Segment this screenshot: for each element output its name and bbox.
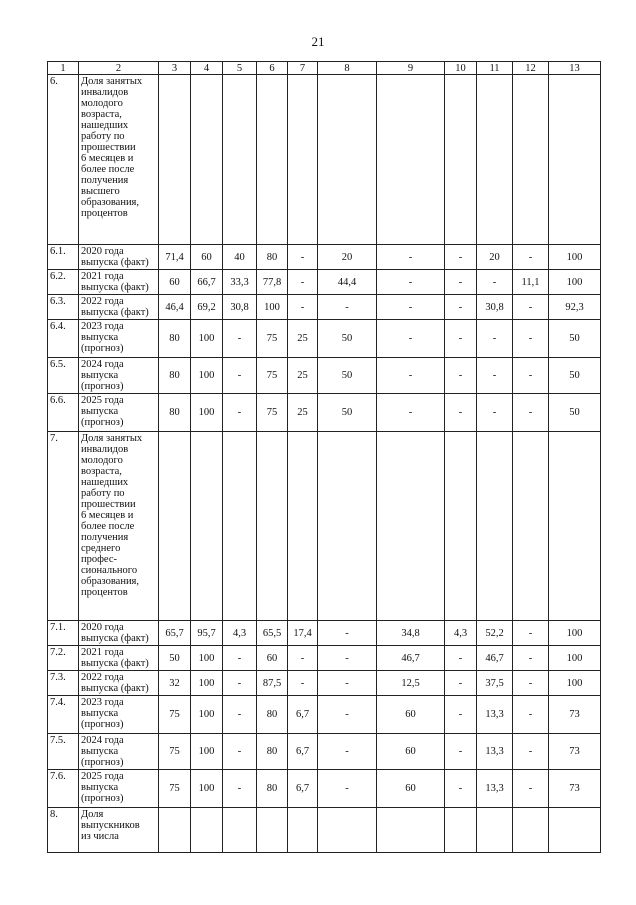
value-cell: 87,5 <box>257 671 288 696</box>
value-cell: 32 <box>159 671 191 696</box>
value-cell: 50 <box>318 358 377 394</box>
value-cell: 20 <box>318 245 377 270</box>
value-cell: 100 <box>549 245 601 270</box>
value-cell <box>159 808 191 853</box>
row-name: 2020 года выпуска (факт) <box>79 621 159 646</box>
page-number: 21 <box>311 34 325 49</box>
value-cell: 100 <box>191 696 223 734</box>
table-row <box>48 770 601 808</box>
value-cell: 25 <box>288 320 318 358</box>
value-cell: - <box>223 770 257 808</box>
value-cell: 60 <box>257 646 288 671</box>
row-name: 2024 года выпуска (прогноз) <box>79 358 159 394</box>
table-row <box>48 432 601 621</box>
header-cell: 7 <box>288 62 318 75</box>
row-number: 7. <box>48 432 79 621</box>
value-cell: 60 <box>377 734 445 770</box>
header-cell: 2 <box>79 62 159 75</box>
row-number: 6.6. <box>48 394 79 432</box>
value-cell: - <box>223 320 257 358</box>
value-cell: 73 <box>549 696 601 734</box>
value-cell: 25 <box>288 358 318 394</box>
row-name: Доля выпускников из числа <box>79 808 159 853</box>
value-cell: 52,2 <box>477 621 513 646</box>
value-cell: - <box>288 245 318 270</box>
value-cell: - <box>513 646 549 671</box>
value-cell: 80 <box>159 394 191 432</box>
table-row <box>48 358 601 394</box>
value-cell: 100 <box>191 358 223 394</box>
value-cell: - <box>513 358 549 394</box>
value-cell: 100 <box>191 320 223 358</box>
value-cell: - <box>513 621 549 646</box>
value-cell: 80 <box>257 696 288 734</box>
value-cell <box>549 808 601 853</box>
value-cell <box>257 432 288 621</box>
value-cell: 100 <box>191 734 223 770</box>
value-cell: - <box>377 295 445 320</box>
header-cell: 11 <box>477 62 513 75</box>
row-number: 7.1. <box>48 621 79 646</box>
table-row <box>48 270 601 295</box>
value-cell: 66,7 <box>191 270 223 295</box>
table-row <box>48 621 601 646</box>
value-cell: 13,3 <box>477 696 513 734</box>
value-cell: - <box>223 696 257 734</box>
value-cell: 80 <box>159 358 191 394</box>
row-name: Доля занятых инвалидов молодого возраста, нашедших работу по прошествии 6 месяцев и более после получения среднего профес- сионального образования, процентов <box>79 432 159 621</box>
value-cell <box>223 75 257 245</box>
value-cell: - <box>477 320 513 358</box>
row-name: Доля занятых инвалидов молодого возраста, нашедших работу по прошествии 6 месяцев и более после получения высшего образования, процентов <box>79 75 159 245</box>
value-cell <box>377 808 445 853</box>
row-number: 7.5. <box>48 734 79 770</box>
row-name: 2025 года выпуска (прогноз) <box>79 770 159 808</box>
value-cell <box>223 432 257 621</box>
row-name: 2021 года выпуска (факт) <box>79 270 159 295</box>
value-cell: - <box>513 320 549 358</box>
value-cell <box>191 808 223 853</box>
value-cell: - <box>445 770 477 808</box>
row-name: 2023 года выпуска (прогноз) <box>79 320 159 358</box>
value-cell: 77,8 <box>257 270 288 295</box>
value-cell: - <box>318 734 377 770</box>
value-cell <box>445 75 477 245</box>
value-cell: 4,3 <box>445 621 477 646</box>
header-cell: 8 <box>318 62 377 75</box>
value-cell: 100 <box>191 646 223 671</box>
value-cell <box>445 432 477 621</box>
header-cell: 3 <box>159 62 191 75</box>
value-cell: - <box>445 671 477 696</box>
value-cell: 11,1 <box>513 270 549 295</box>
value-cell: - <box>377 358 445 394</box>
value-cell: 60 <box>159 270 191 295</box>
value-cell: - <box>477 358 513 394</box>
value-cell: 80 <box>257 770 288 808</box>
value-cell: 50 <box>159 646 191 671</box>
row-name: 2022 года выпуска (факт) <box>79 295 159 320</box>
value-cell: 60 <box>377 696 445 734</box>
value-cell: - <box>477 270 513 295</box>
row-name: 2025 года выпуска (прогноз) <box>79 394 159 432</box>
value-cell: - <box>513 734 549 770</box>
value-cell: 20 <box>477 245 513 270</box>
value-cell <box>477 432 513 621</box>
value-cell: - <box>318 621 377 646</box>
value-cell: - <box>445 270 477 295</box>
value-cell: 75 <box>159 734 191 770</box>
value-cell <box>257 75 288 245</box>
value-cell: - <box>288 671 318 696</box>
value-cell <box>318 75 377 245</box>
value-cell: - <box>318 671 377 696</box>
row-number: 7.2. <box>48 646 79 671</box>
header-cell: 9 <box>377 62 445 75</box>
value-cell: 100 <box>549 646 601 671</box>
value-cell: - <box>513 295 549 320</box>
value-cell: - <box>377 270 445 295</box>
value-cell <box>159 75 191 245</box>
table-row <box>48 295 601 320</box>
row-name: 2023 года выпуска (прогноз) <box>79 696 159 734</box>
header-cell: 12 <box>513 62 549 75</box>
header-row <box>48 62 601 75</box>
value-cell <box>288 808 318 853</box>
value-cell: - <box>223 671 257 696</box>
value-cell: - <box>445 358 477 394</box>
value-cell: 92,3 <box>549 295 601 320</box>
value-cell <box>257 808 288 853</box>
value-cell: 17,4 <box>288 621 318 646</box>
row-name: 2024 года выпуска (прогноз) <box>79 734 159 770</box>
value-cell <box>513 432 549 621</box>
value-cell <box>549 432 601 621</box>
value-cell: 100 <box>549 621 601 646</box>
value-cell: - <box>223 646 257 671</box>
value-cell <box>513 808 549 853</box>
value-cell <box>445 808 477 853</box>
value-cell: 100 <box>191 770 223 808</box>
table-row <box>48 394 601 432</box>
value-cell <box>377 75 445 245</box>
value-cell: 75 <box>257 358 288 394</box>
row-number: 7.6. <box>48 770 79 808</box>
header-cell: 10 <box>445 62 477 75</box>
value-cell: - <box>377 320 445 358</box>
value-cell: 100 <box>549 671 601 696</box>
value-cell: - <box>513 394 549 432</box>
value-cell: 73 <box>549 734 601 770</box>
header-cell: 6 <box>257 62 288 75</box>
value-cell: 80 <box>257 245 288 270</box>
value-cell: - <box>477 394 513 432</box>
row-number: 6.1. <box>48 245 79 270</box>
value-cell: 50 <box>549 358 601 394</box>
value-cell: - <box>513 245 549 270</box>
value-cell: 95,7 <box>191 621 223 646</box>
value-cell: 6,7 <box>288 696 318 734</box>
value-cell: - <box>445 245 477 270</box>
value-cell: - <box>288 646 318 671</box>
row-name: 2022 года выпуска (факт) <box>79 671 159 696</box>
value-cell: 71,4 <box>159 245 191 270</box>
value-cell: - <box>318 696 377 734</box>
row-number: 6. <box>48 75 79 245</box>
value-cell: 6,7 <box>288 734 318 770</box>
value-cell: 60 <box>191 245 223 270</box>
value-cell <box>288 75 318 245</box>
value-cell: - <box>223 394 257 432</box>
value-cell: 6,7 <box>288 770 318 808</box>
table-row <box>48 696 601 734</box>
value-cell: - <box>513 671 549 696</box>
value-cell: 33,3 <box>223 270 257 295</box>
table-row <box>48 320 601 358</box>
value-cell: 25 <box>288 394 318 432</box>
value-cell: 80 <box>159 320 191 358</box>
data-table <box>47 61 601 853</box>
row-number: 7.3. <box>48 671 79 696</box>
value-cell: 12,5 <box>377 671 445 696</box>
value-cell: - <box>377 245 445 270</box>
row-number: 8. <box>48 808 79 853</box>
value-cell <box>191 432 223 621</box>
value-cell: 75 <box>159 770 191 808</box>
value-cell: 100 <box>257 295 288 320</box>
value-cell <box>159 432 191 621</box>
value-cell: 73 <box>549 770 601 808</box>
value-cell <box>318 808 377 853</box>
value-cell: 69,2 <box>191 295 223 320</box>
value-cell: - <box>318 295 377 320</box>
value-cell: - <box>288 295 318 320</box>
value-cell: - <box>223 358 257 394</box>
value-cell: 60 <box>377 770 445 808</box>
value-cell: 30,8 <box>223 295 257 320</box>
value-cell: - <box>445 394 477 432</box>
value-cell: 65,5 <box>257 621 288 646</box>
value-cell: 44,4 <box>318 270 377 295</box>
header-cell: 13 <box>549 62 601 75</box>
value-cell: - <box>513 696 549 734</box>
row-name: 2021 года выпуска (факт) <box>79 646 159 671</box>
value-cell <box>191 75 223 245</box>
value-cell: - <box>445 696 477 734</box>
value-cell: 80 <box>257 734 288 770</box>
value-cell: 13,3 <box>477 770 513 808</box>
value-cell: - <box>445 320 477 358</box>
value-cell: 37,5 <box>477 671 513 696</box>
value-cell <box>318 432 377 621</box>
row-number: 6.3. <box>48 295 79 320</box>
header-cell: 5 <box>223 62 257 75</box>
row-number: 6.5. <box>48 358 79 394</box>
value-cell: - <box>513 770 549 808</box>
table-row <box>48 245 601 270</box>
value-cell: 65,7 <box>159 621 191 646</box>
value-cell: 50 <box>549 320 601 358</box>
value-cell: 100 <box>191 394 223 432</box>
row-name: 2020 года выпуска (факт) <box>79 245 159 270</box>
header-cell: 4 <box>191 62 223 75</box>
table-row <box>48 734 601 770</box>
value-cell: 40 <box>223 245 257 270</box>
value-cell: 75 <box>257 394 288 432</box>
table-row <box>48 75 601 245</box>
value-cell: - <box>445 646 477 671</box>
value-cell <box>477 75 513 245</box>
value-cell <box>477 808 513 853</box>
value-cell <box>549 75 601 245</box>
row-number: 7.4. <box>48 696 79 734</box>
value-cell: 100 <box>549 270 601 295</box>
value-cell: 46,7 <box>377 646 445 671</box>
value-cell <box>288 432 318 621</box>
value-cell: 30,8 <box>477 295 513 320</box>
value-cell: 75 <box>159 696 191 734</box>
value-cell <box>377 432 445 621</box>
value-cell: - <box>318 770 377 808</box>
row-number: 6.2. <box>48 270 79 295</box>
value-cell: - <box>377 394 445 432</box>
table-body <box>48 62 601 853</box>
value-cell: 50 <box>549 394 601 432</box>
value-cell: 13,3 <box>477 734 513 770</box>
value-cell: 75 <box>257 320 288 358</box>
value-cell: 34,8 <box>377 621 445 646</box>
value-cell: 50 <box>318 320 377 358</box>
value-cell: 100 <box>191 671 223 696</box>
value-cell: - <box>445 295 477 320</box>
value-cell: - <box>318 646 377 671</box>
value-cell <box>223 808 257 853</box>
value-cell: - <box>223 734 257 770</box>
value-cell <box>513 75 549 245</box>
value-cell: 46,7 <box>477 646 513 671</box>
row-number: 6.4. <box>48 320 79 358</box>
value-cell: 4,3 <box>223 621 257 646</box>
value-cell: - <box>445 734 477 770</box>
value-cell: - <box>288 270 318 295</box>
value-cell: 46,4 <box>159 295 191 320</box>
table-row <box>48 808 601 853</box>
value-cell: 50 <box>318 394 377 432</box>
table-row <box>48 671 601 696</box>
header-cell: 1 <box>48 62 79 75</box>
table-row <box>48 646 601 671</box>
